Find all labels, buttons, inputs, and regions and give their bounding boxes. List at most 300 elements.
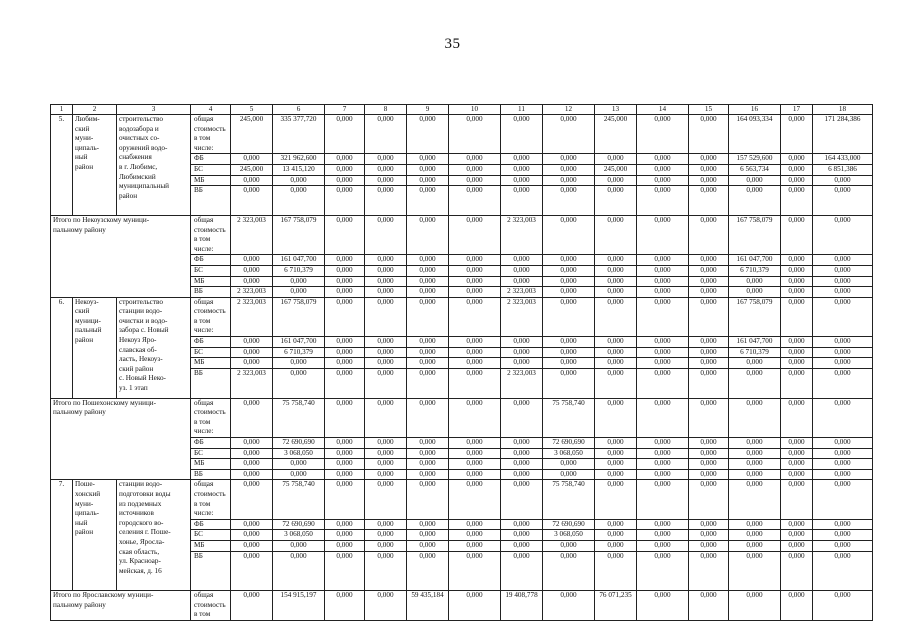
value-cell: 0,000 (543, 287, 595, 298)
value-cell: 0,000 (781, 287, 813, 298)
value-cell: 0,000 (407, 297, 449, 336)
value-cell: 0,000 (501, 164, 543, 175)
value-cell: 0,000 (449, 164, 501, 175)
value-cell: 2 323,003 (501, 297, 543, 336)
value-cell: 0,000 (501, 469, 543, 480)
cell-line: ФБ (194, 255, 204, 264)
value-cell: 0,000 (637, 590, 689, 620)
value-cell: 0,000 (273, 186, 325, 216)
value-cell: 0,000 (543, 347, 595, 358)
value-cell: 75 758,740 (543, 398, 595, 437)
value-cell: 0,000 (407, 519, 449, 530)
value-cell: 0,000 (325, 398, 365, 437)
value-cell: 171 284,386 (813, 115, 873, 154)
value-cell: 0,000 (813, 398, 873, 437)
cell-line: числе: (194, 509, 214, 518)
value-cell: 0,000 (231, 540, 273, 551)
district-name (73, 115, 117, 216)
value-cell: 0,000 (365, 469, 407, 480)
value-cell: 0,000 (407, 265, 449, 276)
value-cell: 0,000 (325, 448, 365, 459)
value-cell: 0,000 (501, 519, 543, 530)
value-cell: 0,000 (273, 368, 325, 398)
value-cell: 0,000 (365, 215, 407, 254)
cell-line: ципаль- (75, 143, 100, 152)
value-cell: 0,000 (501, 154, 543, 165)
cell-line: ный (75, 153, 88, 162)
cell-line: из подземных (119, 499, 162, 508)
value-cell: 0,000 (637, 337, 689, 348)
value-cell: 0,000 (595, 287, 637, 298)
value-cell: 0,000 (325, 287, 365, 298)
cell-line: Итого по Некоузскому муници- (53, 215, 150, 224)
value-cell: 0,000 (449, 530, 501, 541)
value-cell: 0,000 (637, 551, 689, 590)
cell-line: МБ (194, 276, 205, 285)
cell-line: район (75, 162, 94, 171)
value-cell: 0,000 (637, 347, 689, 358)
value-cell: 0,000 (689, 398, 729, 437)
value-cell: 0,000 (781, 438, 813, 449)
cell-line: ФБ (194, 438, 204, 446)
funding-source (191, 276, 231, 287)
value-cell: 0,000 (449, 540, 501, 551)
cell-line: ский (75, 307, 90, 316)
value-cell: 0,000 (449, 337, 501, 348)
value-cell: 0,000 (449, 590, 501, 620)
value-cell: 0,000 (449, 255, 501, 266)
value-cell: 0,000 (595, 297, 637, 336)
cell-line: строительство (119, 297, 163, 306)
value-cell: 0,000 (543, 175, 595, 186)
value-cell: 0,000 (637, 519, 689, 530)
object-name (117, 480, 191, 591)
value-cell: 0,000 (231, 480, 273, 519)
column-number: 11 (501, 105, 543, 115)
column-number: 5 (231, 105, 273, 115)
value-cell: 0,000 (365, 448, 407, 459)
value-cell: 0,000 (781, 590, 813, 620)
funding-source (191, 358, 231, 369)
column-number: 12 (543, 105, 595, 115)
value-cell: 72 690,690 (273, 438, 325, 449)
funding-source (191, 255, 231, 266)
column-number: 10 (449, 105, 501, 115)
cell-line (194, 561, 228, 571)
value-cell: 0,000 (813, 186, 873, 216)
cell-line: в том (194, 235, 211, 244)
cell-line: в том (194, 134, 211, 143)
cell-line: район (75, 336, 94, 345)
value-cell: 0,000 (365, 530, 407, 541)
cell-line (194, 388, 228, 398)
value-cell: 0,000 (781, 480, 813, 519)
value-cell: 59 435,184 (407, 590, 449, 620)
value-cell: 0,000 (781, 448, 813, 459)
funding-source (191, 469, 231, 480)
funding-source (191, 347, 231, 358)
value-cell: 167 758,079 (273, 297, 325, 336)
cell-line: уз. 1 этап (119, 384, 148, 393)
value-cell: 0,000 (813, 469, 873, 480)
value-cell: 245,000 (231, 164, 273, 175)
cell-line: муниципальный (119, 182, 170, 191)
value-cell: 0,000 (781, 337, 813, 348)
value-cell: 0,000 (637, 276, 689, 287)
value-cell: 0,000 (729, 186, 781, 216)
value-cell: 0,000 (325, 265, 365, 276)
value-cell: 0,000 (407, 530, 449, 541)
value-cell: 0,000 (689, 337, 729, 348)
cell-line: пальный (75, 326, 102, 335)
value-cell: 0,000 (543, 265, 595, 276)
value-cell: 0,000 (689, 459, 729, 470)
value-cell: 0,000 (231, 265, 273, 276)
value-cell: 0,000 (365, 175, 407, 186)
value-cell: 0,000 (595, 255, 637, 266)
cell-line (194, 196, 228, 206)
value-cell: 0,000 (595, 368, 637, 398)
value-cell: 0,000 (325, 115, 365, 154)
cell-line: общая (194, 297, 214, 306)
value-cell: 0,000 (689, 368, 729, 398)
value-cell: 0,000 (781, 186, 813, 216)
value-cell: 0,000 (407, 469, 449, 480)
value-cell: 0,000 (813, 459, 873, 470)
value-cell: 0,000 (637, 265, 689, 276)
value-cell: 0,000 (595, 438, 637, 449)
value-cell: 0,000 (781, 154, 813, 165)
value-cell: 6 563,734 (729, 164, 781, 175)
value-cell: 0,000 (689, 551, 729, 590)
value-cell: 0,000 (273, 358, 325, 369)
cell-line: очистных со- (119, 134, 160, 143)
value-cell: 0,000 (543, 154, 595, 165)
value-cell: 3 068,050 (273, 530, 325, 541)
value-cell: 0,000 (449, 480, 501, 519)
value-cell: 0,000 (325, 337, 365, 348)
cell-line: ский (75, 124, 90, 133)
cell-line: БС (194, 347, 203, 356)
value-cell: 0,000 (407, 540, 449, 551)
value-cell: 0,000 (813, 255, 873, 266)
cell-line: славская об- (119, 345, 157, 354)
value-cell: 0,000 (501, 398, 543, 437)
value-cell: 0,000 (543, 297, 595, 336)
column-number: 4 (191, 105, 231, 115)
value-cell: 0,000 (449, 368, 501, 398)
value-cell: 0,000 (365, 459, 407, 470)
value-cell: 0,000 (501, 480, 543, 519)
value-cell: 0,000 (407, 438, 449, 449)
value-cell: 76 071,235 (595, 590, 637, 620)
value-cell: 0,000 (781, 358, 813, 369)
value-cell: 0,000 (325, 297, 365, 336)
value-cell: 0,000 (501, 540, 543, 551)
page-number: 35 (444, 36, 461, 52)
value-cell: 0,000 (595, 186, 637, 216)
value-cell: 0,000 (231, 398, 273, 437)
value-cell: 0,000 (813, 215, 873, 254)
value-cell: 0,000 (501, 530, 543, 541)
value-cell: 6 710,379 (729, 265, 781, 276)
value-cell: 0,000 (325, 255, 365, 266)
value-cell: 0,000 (501, 186, 543, 216)
value-cell: 0,000 (637, 438, 689, 449)
value-cell: 0,000 (325, 358, 365, 369)
value-cell: 0,000 (813, 287, 873, 298)
cell-line: Любимский (119, 172, 156, 181)
cell-line: мейская, д. 16 (119, 566, 162, 575)
cell-line: строительство (119, 115, 163, 123)
cell-line: стоимость (194, 489, 226, 498)
value-cell: 245,000 (595, 115, 637, 154)
value-cell: 0,000 (729, 519, 781, 530)
value-cell: 0,000 (273, 287, 325, 298)
value-cell: 167 758,079 (729, 297, 781, 336)
cell-line: ский район (119, 364, 154, 373)
cell-line: общая (194, 480, 214, 489)
value-cell: 0,000 (273, 459, 325, 470)
value-cell: 0,000 (637, 398, 689, 437)
value-cell: 0,000 (365, 438, 407, 449)
value-cell: 2 323,003 (501, 287, 543, 298)
value-cell: 0,000 (543, 115, 595, 154)
value-cell: 0,000 (365, 551, 407, 590)
cell-line: станции водо- (119, 307, 163, 316)
value-cell: 0,000 (813, 438, 873, 449)
value-cell: 0,000 (449, 215, 501, 254)
column-number: 13 (595, 105, 637, 115)
value-cell: 0,000 (813, 551, 873, 590)
value-cell: 0,000 (231, 175, 273, 186)
value-cell: 0,000 (365, 540, 407, 551)
value-cell: 0,000 (781, 469, 813, 480)
cell-line: БС (194, 530, 203, 539)
value-cell: 0,000 (595, 265, 637, 276)
cell-line (194, 571, 228, 581)
column-number: 9 (407, 105, 449, 115)
value-cell: 245,000 (595, 164, 637, 175)
value-cell: 0,000 (231, 590, 273, 620)
cell-line: Некоуз Яро- (119, 336, 157, 345)
value-cell: 0,000 (595, 337, 637, 348)
value-cell: 0,000 (595, 358, 637, 369)
cell-line: в г. Любимс, (119, 162, 158, 171)
cell-line: общая (194, 398, 214, 407)
value-cell: 0,000 (501, 337, 543, 348)
object-name (117, 115, 191, 216)
value-cell: 0,000 (637, 255, 689, 266)
cell-line: числе: (194, 427, 214, 436)
value-cell: 0,000 (637, 186, 689, 216)
value-cell: 0,000 (595, 276, 637, 287)
value-cell: 0,000 (729, 448, 781, 459)
item-index: 5. (51, 115, 73, 216)
total-label (51, 398, 191, 480)
value-cell: 0,000 (689, 287, 729, 298)
value-cell: 0,000 (543, 358, 595, 369)
funding-source (191, 175, 231, 186)
value-cell: 0,000 (813, 540, 873, 551)
cell-line: хонский (75, 489, 101, 498)
value-cell: 0,000 (325, 459, 365, 470)
budget-table (50, 104, 873, 621)
cell-line: ципаль- (75, 509, 100, 518)
value-cell: 0,000 (637, 287, 689, 298)
value-cell: 0,000 (365, 115, 407, 154)
value-cell: 0,000 (595, 480, 637, 519)
value-cell: 0,000 (449, 551, 501, 590)
value-cell: 0,000 (501, 358, 543, 369)
value-cell: 72 690,690 (543, 438, 595, 449)
funding-source (191, 448, 231, 459)
value-cell: 3 068,050 (543, 530, 595, 541)
column-number: 17 (781, 105, 813, 115)
value-cell: 0,000 (407, 287, 449, 298)
value-cell: 0,000 (407, 154, 449, 165)
cell-line: селения г. Поше- (119, 528, 171, 537)
value-cell: 0,000 (689, 448, 729, 459)
value-cell: 0,000 (637, 115, 689, 154)
value-cell: 2 323,003 (231, 368, 273, 398)
value-cell: 6 851,386 (813, 164, 873, 175)
cell-line: общая (194, 590, 214, 599)
value-cell: 0,000 (689, 469, 729, 480)
value-cell: 0,000 (449, 276, 501, 287)
header-row (51, 105, 873, 115)
value-cell: 0,000 (407, 551, 449, 590)
value-cell: 0,000 (543, 164, 595, 175)
total-row (51, 590, 873, 620)
funding-source (191, 265, 231, 276)
value-cell: 0,000 (501, 551, 543, 590)
item-row (51, 297, 873, 336)
value-cell: 0,000 (689, 297, 729, 336)
value-cell: 161 047,700 (729, 337, 781, 348)
district-name (73, 297, 117, 398)
funding-source (191, 154, 231, 165)
value-cell: 0,000 (365, 164, 407, 175)
total-row (51, 398, 873, 437)
value-cell: 0,000 (449, 287, 501, 298)
value-cell: 0,000 (231, 337, 273, 348)
cell-line: числе: (194, 143, 214, 152)
cell-line: муни- (75, 134, 94, 143)
value-cell: 72 690,690 (273, 519, 325, 530)
column-number: 1 (51, 105, 73, 115)
cell-line: стоимость (194, 225, 226, 234)
cell-line: Итого по Ярославскому муници- (53, 590, 154, 599)
funding-source (191, 164, 231, 175)
value-cell: 0,000 (781, 175, 813, 186)
value-cell: 0,000 (407, 186, 449, 216)
value-cell: 0,000 (729, 398, 781, 437)
cell-line: в том (194, 417, 211, 426)
value-cell: 0,000 (595, 540, 637, 551)
value-cell: 0,000 (501, 265, 543, 276)
funding-source (191, 438, 231, 449)
value-cell: 0,000 (365, 398, 407, 437)
value-cell: 0,000 (595, 398, 637, 437)
value-cell: 0,000 (407, 175, 449, 186)
value-cell: 0,000 (781, 519, 813, 530)
value-cell: 0,000 (501, 438, 543, 449)
cell-line: ул. Краснoар- (119, 557, 161, 566)
value-cell: 0,000 (407, 215, 449, 254)
value-cell: 0,000 (813, 530, 873, 541)
value-cell: 0,000 (813, 480, 873, 519)
value-cell: 0,000 (365, 265, 407, 276)
cell-line: ВБ (194, 469, 203, 478)
cell-line: пальному району (53, 225, 106, 234)
value-cell: 0,000 (781, 215, 813, 254)
cell-line: водозабора и (119, 124, 159, 133)
value-cell: 0,000 (781, 368, 813, 398)
value-cell: 0,000 (325, 438, 365, 449)
value-cell: 0,000 (595, 459, 637, 470)
cell-line: в том (194, 499, 211, 508)
value-cell: 75 758,740 (543, 480, 595, 519)
item-row (51, 480, 873, 519)
value-cell: 0,000 (325, 469, 365, 480)
value-cell: 0,000 (689, 480, 729, 519)
value-cell: 0,000 (729, 540, 781, 551)
cell-line: ФБ (194, 337, 204, 346)
value-cell: 0,000 (407, 398, 449, 437)
cell-line: ФБ (194, 519, 204, 528)
value-cell: 0,000 (813, 265, 873, 276)
value-cell: 0,000 (365, 287, 407, 298)
value-cell: 0,000 (407, 448, 449, 459)
value-cell: 0,000 (543, 276, 595, 287)
item-index: 6. (51, 297, 73, 398)
value-cell: 0,000 (729, 368, 781, 398)
value-cell: 0,000 (449, 448, 501, 459)
value-cell: 0,000 (543, 337, 595, 348)
value-cell: 0,000 (689, 519, 729, 530)
value-cell: 2 323,003 (231, 215, 273, 254)
value-cell: 0,000 (325, 347, 365, 358)
value-cell: 0,000 (595, 175, 637, 186)
value-cell: 0,000 (729, 459, 781, 470)
value-cell: 0,000 (325, 480, 365, 519)
value-cell: 0,000 (449, 358, 501, 369)
value-cell: 0,000 (729, 358, 781, 369)
value-cell: 0,000 (689, 255, 729, 266)
cell-line: БС (194, 265, 203, 274)
value-cell: 0,000 (231, 186, 273, 216)
value-cell: 0,000 (407, 358, 449, 369)
cell-line: источников (119, 509, 154, 518)
cell-line: с. Новый Неко- (119, 374, 166, 383)
value-cell: 0,000 (365, 337, 407, 348)
value-cell: 0,000 (231, 519, 273, 530)
value-cell: 2 323,003 (231, 287, 273, 298)
value-cell: 0,000 (637, 448, 689, 459)
value-cell: 0,000 (637, 368, 689, 398)
value-cell: 0,000 (501, 347, 543, 358)
cell-line (194, 580, 228, 590)
value-cell: 0,000 (449, 469, 501, 480)
value-cell: 0,000 (501, 276, 543, 287)
value-cell: 0,000 (449, 347, 501, 358)
funding-source (191, 186, 231, 216)
value-cell: 164 093,334 (729, 115, 781, 154)
value-cell: 0,000 (813, 175, 873, 186)
value-cell: 0,000 (273, 175, 325, 186)
value-cell: 0,000 (637, 469, 689, 480)
